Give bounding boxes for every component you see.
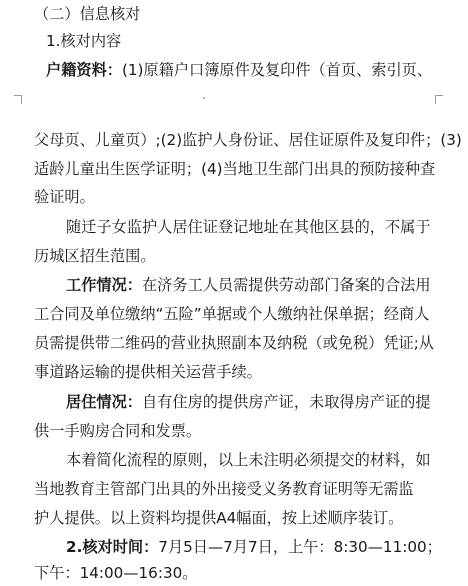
note-line-2: 历城区招生范围。 [34,247,156,265]
time-line-2: 下午：14:00—16:30。 [34,564,198,582]
subsection-heading-content: 1.核对内容 [46,32,122,50]
residence-label: 居住情况： [66,393,142,411]
huji-label: 户籍资料： [46,61,122,79]
huji-line-2: 父母页、儿童页）;(2)监护人身份证、居住证原件及复印件；(3) [34,131,462,149]
work-label: 工作情况： [66,276,142,294]
time-label: 2.核对时间： [66,538,159,556]
crop-mark-left-vertical [21,95,22,104]
time-text-1: 7月5日—7月7日，上午：8:30—11:00； [158,538,442,556]
note-line-1: 随迁子女监护人居住证登记地址在其他区县的，不属于 [66,218,431,236]
residence-text-1: 自有住房的提供房产证，未取得房产证的提 [141,393,431,411]
huji-line-3: 适龄儿童出生医学证明；(4)当地卫生部门出具的预防接种查 [34,160,436,178]
simplify-line-2: 当地教育主管部门出具的外出接受义务教育证明等无需监 [34,480,414,498]
huji-line-1 [46,60,432,80]
page-marker-dot [203,97,205,99]
time-line-1 [66,537,442,557]
crop-mark-right-vertical [435,95,436,104]
work-text-1: 在济务工人员需提供劳动部门备案的合法用 [141,276,431,294]
residence-line-1 [66,392,431,412]
huji-text-1: (1)原籍户口簿原件及复印件（首页、索引页、 [121,61,433,79]
simplify-line-3: 护人提供。以上资料均提供A4幅面，按上述顺序装订。 [34,509,404,527]
work-line-2: 工合同及单位缴纳“五险”单据或个人缴纳社保单据；经商人 [34,305,430,323]
section-heading: （二）信息核对 [34,5,141,23]
huji-line-4: 验证明。 [34,188,95,206]
work-line-1 [66,275,431,295]
work-line-4: 事道路运输的提供相关运营手续。 [34,363,262,381]
simplify-line-1: 本着简化流程的原则，以上未注明必须提交的材料，如 [66,451,431,469]
work-line-3: 员需提供带二维码的营业执照副本及纳税（或免税）凭证;从 [34,334,434,352]
crop-mark-right-horizontal [435,95,443,96]
residence-line-2: 供一手购房合同和发票。 [34,422,202,440]
